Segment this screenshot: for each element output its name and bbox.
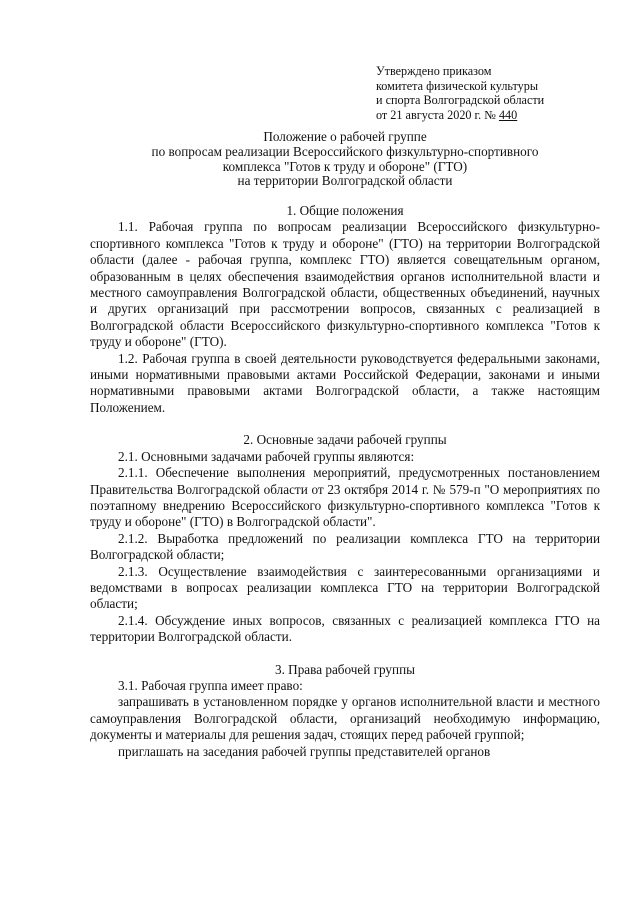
paragraph-3-1-a: запрашивать в установленном порядке у органов исполнительной власти и местного самоуправления Волгоградской области, организаций необходимую информацию, документы и материалы для решения задач, стоящих перед рабочей группой; [90,694,600,743]
paragraph-1-2: 1.2. Рабочая группа в своей деятельности руководствуется федеральными законами, иными нормативными правовыми актами Российской Федерации, законами и иными нормативными правовыми актами Волгоградской области, а также настоящим Положением. [90,350,600,415]
title-line: Положение о рабочей группе [263,129,427,144]
approval-line: и спорта Волгоградской области [376,93,545,107]
approval-line [376,108,544,123]
paragraph-2-1-4: 2.1.4. Обсуждение иных вопросов, связанных с реализацией комплекса ГТО на территории Волгоградской области. [90,612,600,645]
paragraph-2-1: 2.1. Основными задачами рабочей группы являются: [118,448,415,464]
section-heading-3: 3. Права рабочей группы [274,661,415,677]
title-line: на территории Волгоградской области [237,173,453,189]
paragraph-3-1-b: приглашать на заседания рабочей группы представителей органов [118,743,491,759]
paragraph-2-1-2: 2.1.2. Выработка предложений по реализации комплекса ГТО на территории Волгоградской области; [90,530,600,563]
section-heading-2: 2. Основные задачи рабочей группы [243,432,447,448]
paragraph-3-1: 3.1. Рабочая группа имеет право: [118,677,303,693]
order-number: 440 [498,107,518,122]
approval-stamp [376,64,544,122]
section-heading-1: 1. Общие положения [286,203,404,218]
paragraph-2-1-1: 2.1.1. Обеспечение выполнения мероприятий, предусмотренных постановлением Правительства Волгоградской области от 23 октября 2014 г. № 579-п "О мероприятиях по поэтапному внедрению Всероссийского физкультурно-спортивного комплекса "Готов к труду и обороне" (ГТО) в Волгоградской области". [90,465,600,530]
document-body [90,203,600,760]
approval-line: Утверждено приказом [376,64,492,78]
paragraph-2-1-3: 2.1.3. Осуществление взаимодействия с заинтересованными организациями и ведомствами в вопросах реализации комплекса ГТО на территории Волгоградской области; [90,563,600,612]
title-line: комплекса "Готов к труду и обороне" (ГТО) [222,158,468,174]
approval-date: от 21 августа 2020 г. № [376,107,499,122]
paragraph-1-1: 1.1. Рабочая группа по вопросам реализации Всероссийского физкультурно-спортивного комплекса "Готов к труду и обороне" (ГТО) на территории Волгоградской области (далее - рабочая группа, комплекс ГТО) является совещательным органом, образованным в целях обеспечения взаимодействия органов исполнительной власти и местного самоуправления Волгоградской области, общественных объединений, научных и других организаций при рассмотрении вопросов, связанных с реализацией в Волгоградской области Всероссийского физкультурно-спортивного комплекса "Готов к труду и обороне" (ГТО). [90,219,600,350]
document-title [90,130,600,189]
title-line: по вопросам реализации Всероссийского физкультурно-спортивного [151,143,539,159]
approval-line: комитета физической культуры [376,78,539,93]
